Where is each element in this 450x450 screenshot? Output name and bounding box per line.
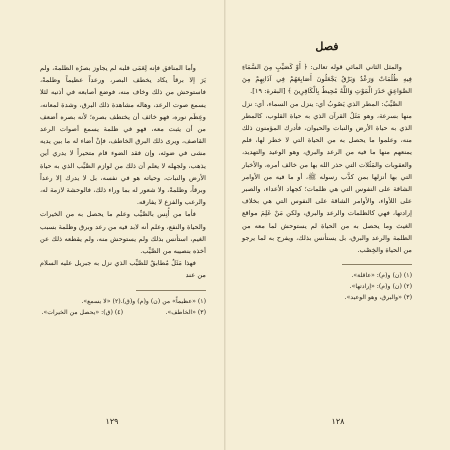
right-page-body bbox=[242, 61, 412, 256]
left-paragraph-3: فهذا مَثَلٌ مُطابقٌ للصَّيِّب الذي نزل به جبريل عليه السلام من عند bbox=[40, 259, 206, 280]
footnote bbox=[123, 307, 206, 318]
footnote-text: «الخاطف». bbox=[165, 308, 196, 316]
right-paragraph-2: الصَّيِّبُ: المطر الذي يَصُوبُ أي: ينزل من السماء، أي: نزل منها بسرعة، وهو مَثَلُ القرآن الذي به حياة القلوب، كالمطر الذي به حياة الأرض والنبات والحيوان، فأدرك المؤمنون ذلك منه، وعلموا ما يحصل به من الحياة التي لا خطر لها، فلم يمنعهم منها ما فيه من الرعد والبرق، وهو الوعيد والتهديد، والعقوبات والمَثُلات التي حذر الله بها من خالف أمره، والأخبار التي بها أنزلها بمن كذَّب رسوله ﷺ، أو ما فيه من الأوامر الشاقة على النفوس التي هي ظلمات؛ كجهاد الأعداء، والصبر على اللأواء، والأوامر الشاقة على النفوس التي هي بخلاف إرادتها، فهي كالظلمات والرعد والبرق، ولكن مَنْ عَلِمَ مواقع الغيث وما يحصل به من الحياة لم يستوحش لما معه من الظلمة والرعد والبرق، بل يستأنس بذلك، ويفرح به لما يرجو من الحياة والخِصْب. bbox=[242, 99, 412, 255]
footnote bbox=[242, 292, 412, 303]
footnote bbox=[40, 296, 121, 307]
right-paragraph-1: والمثل الثاني المائي قوله تعالى: ﴿ أَوْ كَصَيِّبٍ مِنَ السَّمَاءِ فِيهِ ظُلُمَاتٌ وَرَعْدٌ وَبَرْقٌ يَجْعَلُونَ أَصَابِعَهُمْ فِي آذَانِهِمْ مِنَ الصَّوَاعِقِ حَذَرَ الْمَوْتِ وَاللَّهُ مُحِيطٌ بِالْكَافِرِينَ ﴾ [البقرة: ١٩]. bbox=[242, 63, 412, 96]
right-page bbox=[226, 0, 450, 450]
left-footnotes bbox=[40, 296, 206, 318]
footnote-text: (ن) و(م): «عاقلة». bbox=[351, 272, 402, 280]
footnote-row bbox=[40, 296, 206, 307]
left-page-body bbox=[40, 62, 206, 282]
footnote-number: (٤) bbox=[114, 308, 123, 316]
footnote-divider bbox=[136, 290, 206, 291]
left-paragraph-1: وأما المنافق فإنه لِعَمَى قلبه لم يجاوز بصرُه الظلمةَ، ولم يَرَ إلا برقاً يكاد يخطف البصر، ورعداً عظيماً وظلمةً، فاستوحش من ذلك وخاف منه، فوضع أصابعه في أذنيه لئلا يسمع صوت الرعد، وهاله مشاهدة ذلك البرق، وشدة لمعانه، وعِظَم نوره، فهو خائف أن يختطف بصره؛ لأنه بصره أضعف من أن يثبت معه، فهو في ظلمة يسمع أصوات الرعد القاصف، ويرى ذلك البرق الخاطف، فإنْ أضاء له ما بين يديه مشى في ضوئه، وإن فقد الضوء قام متحيراً لا يدري أين يذهب، ولجهله لا يعلم أن ذلك من لوازم الصَّيِّب الذي به حياة الأرض والنبات، وحياته هو في نفسه، بل لا يدرك إلا رعداً وبرقاً، وظلمةً، ولا شعور له بما وراء ذلك، فالوحشة لازمة له، والرعب والفزع لا يفارقه. bbox=[40, 64, 206, 207]
footnote-text: «لا يسمع». bbox=[81, 297, 111, 305]
footnote-text: «والبرق، وهو الوعيد». bbox=[344, 294, 402, 302]
page-number: ١٢٩ bbox=[105, 417, 119, 426]
footnote-number: (٣) bbox=[403, 294, 412, 302]
footnote-text: (ق): «يحصل من الخيرات». bbox=[41, 308, 113, 316]
footnote-number: (١) bbox=[197, 297, 206, 305]
footnote-number: (٢) bbox=[403, 283, 412, 291]
footnote bbox=[242, 270, 412, 281]
footnote-text: (ن) و(م): «إرادتها». bbox=[349, 283, 402, 291]
footnote bbox=[40, 307, 123, 318]
footnote-number: (٣) bbox=[197, 308, 206, 316]
left-paragraph-2: فأما من أُنِس بالصَّيِّب وعلم ما يحصل به من الخيرات والحياة والنفع، وعلم أنه لابد فيه من رعد وبرق وظلمة بسبب الغيم، استأنس بذلك ولم يستوحش منه، ولم يقطعه ذلك عن أخذه بنصيبه من الصَّيِّب. bbox=[40, 210, 206, 256]
footnote-row bbox=[40, 307, 206, 318]
section-heading: فصل bbox=[315, 40, 339, 53]
footnote bbox=[242, 281, 412, 292]
footnote-divider bbox=[342, 264, 412, 265]
left-page bbox=[0, 0, 224, 450]
footnote bbox=[121, 296, 206, 307]
right-footnotes bbox=[242, 270, 412, 303]
footnote-number: (١) bbox=[403, 272, 412, 280]
footnote-text: «عظيماً» من (ن) و(م) و(ق). bbox=[120, 297, 196, 305]
page-number: ١٢٨ bbox=[331, 417, 345, 426]
footnote-number: (٢) bbox=[112, 297, 121, 305]
